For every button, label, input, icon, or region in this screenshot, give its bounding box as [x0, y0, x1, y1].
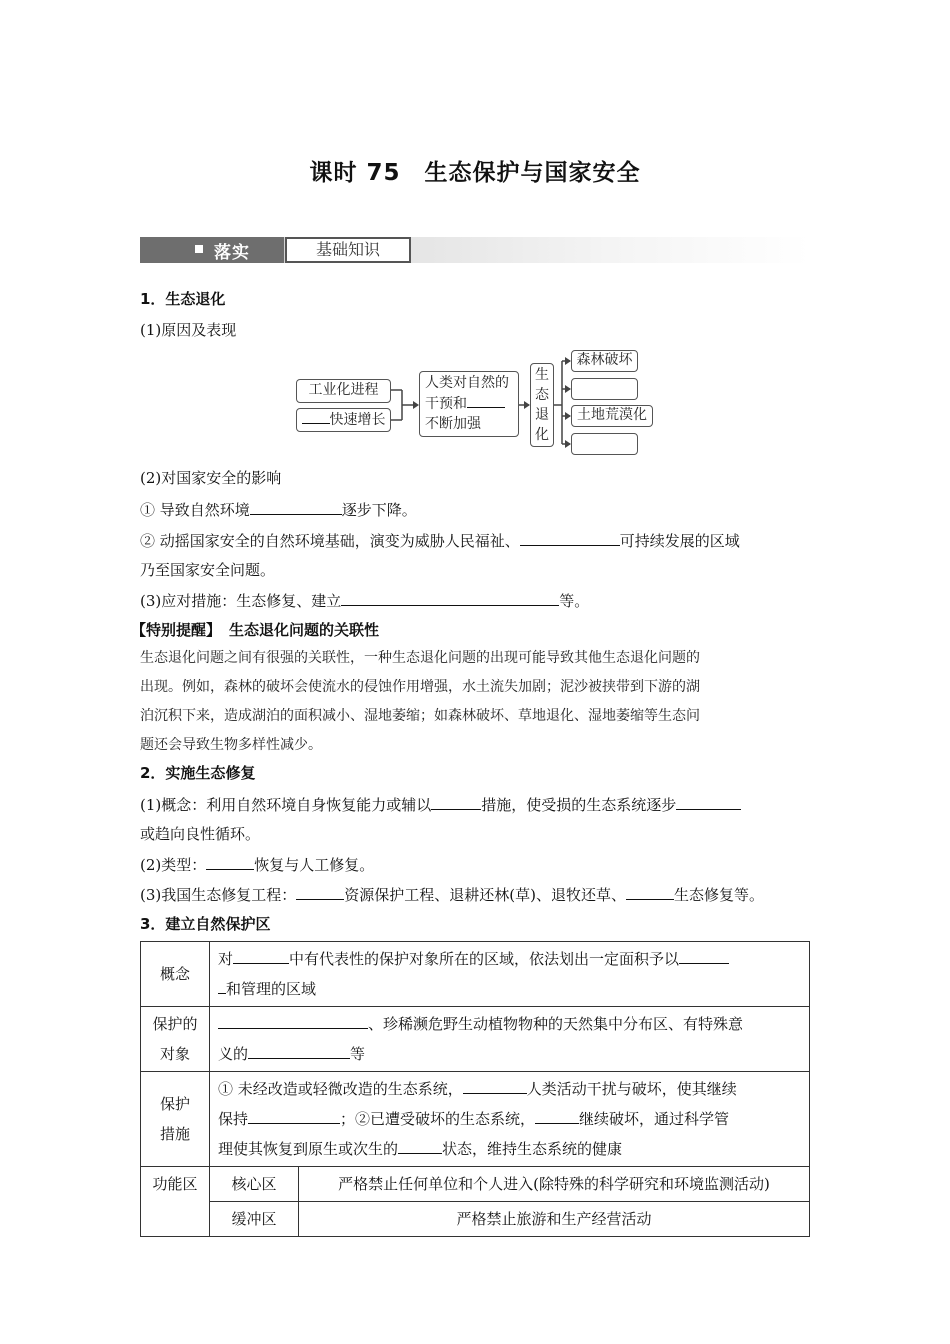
- page-title: 课时 75 生态保护与国家安全: [309, 160, 641, 186]
- tip-label: 【特别提醒】: [131, 621, 222, 639]
- s1-item2-a: ② 动摇国家安全的自然环境基础，演变为威胁人民福祉、: [140, 532, 520, 550]
- banner-left-label: 落实: [214, 243, 250, 263]
- cause2-text: 快速增长: [329, 412, 386, 428]
- cause-box-growth: [296, 408, 391, 432]
- table-row: [141, 1007, 810, 1072]
- s1-p3-b: 等。: [559, 592, 590, 610]
- table-row: [141, 1167, 810, 1202]
- zone-desc: 严格禁止任何单位和个人进入(除特殊的科学研究和环境监测活动): [299, 1167, 810, 1202]
- center-char: 生: [535, 367, 549, 383]
- s2-c3: [140, 884, 764, 905]
- tip-line: 出现。例如，森林的破坏会使流水的侵蚀作用增强，水土流失加剧；泥沙被挟带到下游的湖: [140, 679, 700, 695]
- table-row: [141, 1202, 810, 1237]
- blank-16: [398, 1138, 442, 1154]
- s2-c2: [140, 854, 374, 875]
- blank-mid: [467, 393, 505, 408]
- out2-text: 土地荒漠化: [577, 407, 647, 423]
- s1-item1-a: ① 导致自然环境: [140, 501, 250, 519]
- s2-c2-a: (2)类型：: [140, 856, 207, 874]
- r3-d: ；②已遭受破坏的生态系统，: [340, 1110, 536, 1128]
- s1-item1: [140, 499, 417, 520]
- r1-c: 和管理的区域: [226, 980, 317, 998]
- r2-label2: 对象: [159, 1045, 190, 1063]
- r3-b: 人类活动干扰与破坏，使其继续: [526, 1080, 737, 1098]
- blank-15: [535, 1108, 579, 1124]
- r3-c: 保持: [218, 1110, 249, 1128]
- section-1-heading: 1．生态退化: [140, 290, 226, 308]
- r3-label2: 措施: [159, 1125, 190, 1143]
- s2-c2-b: 恢复与人工修复。: [254, 856, 375, 874]
- row-label: 概念: [141, 942, 210, 1007]
- blank-1: [250, 499, 342, 515]
- r3-f: 理使其恢复到原生或次生的: [218, 1140, 399, 1158]
- s1-p3: [140, 590, 589, 611]
- s2-c3-a: (3)我国生态修复工程：: [140, 886, 297, 904]
- mid-box: [419, 371, 519, 437]
- table-row: [141, 1072, 810, 1167]
- flow-diagram: [0, 0, 950, 470]
- blank-11: [218, 1013, 368, 1029]
- out1-text: 森林破坏: [576, 352, 633, 368]
- s1-item1-b: 逐步下降。: [341, 501, 417, 519]
- section-2-heading: 2．实施生态修复: [140, 764, 256, 782]
- r3-label1: 保护: [159, 1095, 190, 1113]
- blank-7: [296, 884, 344, 900]
- blank-14: [248, 1108, 340, 1124]
- out-box-blank-1: [571, 378, 638, 400]
- cause1-text: 工业化进程: [308, 382, 379, 398]
- tip-line: 题还会导致生物多样性减少。: [140, 737, 322, 753]
- row-content: [210, 1072, 810, 1167]
- s1-item2: [140, 530, 740, 551]
- blank-3: [341, 590, 559, 606]
- row-label: 功能区: [141, 1167, 210, 1237]
- row-label: [141, 1007, 210, 1072]
- blank-9: [233, 948, 289, 964]
- blank-2: [520, 530, 620, 546]
- center-box: [530, 363, 554, 447]
- r1-a: 对: [218, 950, 234, 968]
- r2-b: 义的: [218, 1045, 249, 1063]
- tip-line: 生态退化问题之间有很强的关联性，一种生态退化问题的出现可能导致其他生态退化问题的: [140, 650, 700, 666]
- table-row: [141, 942, 810, 1007]
- blank-8: [626, 884, 674, 900]
- s2-c1: [140, 794, 741, 815]
- zone-desc: 严格禁止旅游和生产经营活动: [299, 1202, 810, 1237]
- blank-13: [463, 1078, 527, 1094]
- s2-c3-c: 生态修复等。: [673, 886, 764, 904]
- mid-line3: 不断加强: [425, 416, 481, 432]
- section-3-heading: 3．建立自然保护区: [140, 915, 271, 933]
- s2-c1-b: 措施，使受损的生态系统逐步: [481, 796, 677, 814]
- r2-label1: 保护的: [152, 1015, 198, 1033]
- tip-line: 泊沉积下来，造成湖泊的面积减小、湿地萎缩；如森林破坏、草地退化、湿地萎缩等生态问: [140, 708, 700, 724]
- r3-e: 继续破坏，通过科学管: [579, 1110, 730, 1128]
- nature-reserve-table: [140, 941, 810, 1237]
- banner-right-label: 基础知识: [285, 237, 411, 263]
- s1-p3-a: (3)应对措施：生态修复、建立: [140, 592, 342, 610]
- tip-heading: [131, 620, 379, 640]
- mid-line2: 干预和: [425, 396, 467, 412]
- blank-4: [431, 794, 481, 810]
- blank-6: [206, 854, 254, 870]
- s1-p1: (1)原因及表现: [140, 321, 237, 339]
- r3-g: 状态，维持生态系统的健康: [442, 1140, 623, 1158]
- blank-cause2: [302, 409, 330, 424]
- mid-line1: 人类对自然的: [425, 375, 509, 391]
- out-box-desert: [571, 405, 653, 427]
- cause-box-industrialization: [296, 379, 391, 403]
- center-char: 退: [535, 407, 549, 423]
- s1-item2-b: 可持续发展的区域: [619, 532, 740, 550]
- center-char: 态: [535, 387, 549, 403]
- s2-c1-a: (1)概念：利用自然环境自身恢复能力或辅以: [140, 796, 432, 814]
- s2-c3-b: 资源保护工程、退耕还林(草)、退牧还草、: [344, 886, 626, 904]
- out-box-blank-2: [571, 433, 638, 455]
- tip-title: 生态退化问题的关联性: [229, 621, 380, 639]
- r2-c: 等: [350, 1045, 366, 1063]
- zone-name: 核心区: [210, 1167, 299, 1202]
- s2-c1-cont: 或趋向良性循环。: [140, 825, 261, 843]
- zone-name: 缓冲区: [210, 1202, 299, 1237]
- s1-p2: (2)对国家安全的影响: [140, 469, 282, 487]
- row-content: [210, 1007, 810, 1072]
- r1-b: 中有代表性的保护对象所在的区域，依法划出一定面积予以: [289, 950, 680, 968]
- center-char: 化: [535, 427, 549, 443]
- s1-item2-cont: 乃至国家安全问题。: [140, 561, 276, 579]
- blank-10-cont: [218, 978, 226, 994]
- blank-10: [679, 948, 729, 964]
- row-label: [141, 1072, 210, 1167]
- row-content: [210, 942, 810, 1007]
- r2-a: 、珍稀濒危野生动植物物种的天然集中分布区、有特殊意: [368, 1015, 744, 1033]
- blank-12: [248, 1043, 350, 1059]
- out-box-forest: [571, 350, 638, 372]
- r3-a: ① 未经改造或轻微改造的生态系统，: [218, 1080, 463, 1098]
- blank-5: [676, 794, 741, 810]
